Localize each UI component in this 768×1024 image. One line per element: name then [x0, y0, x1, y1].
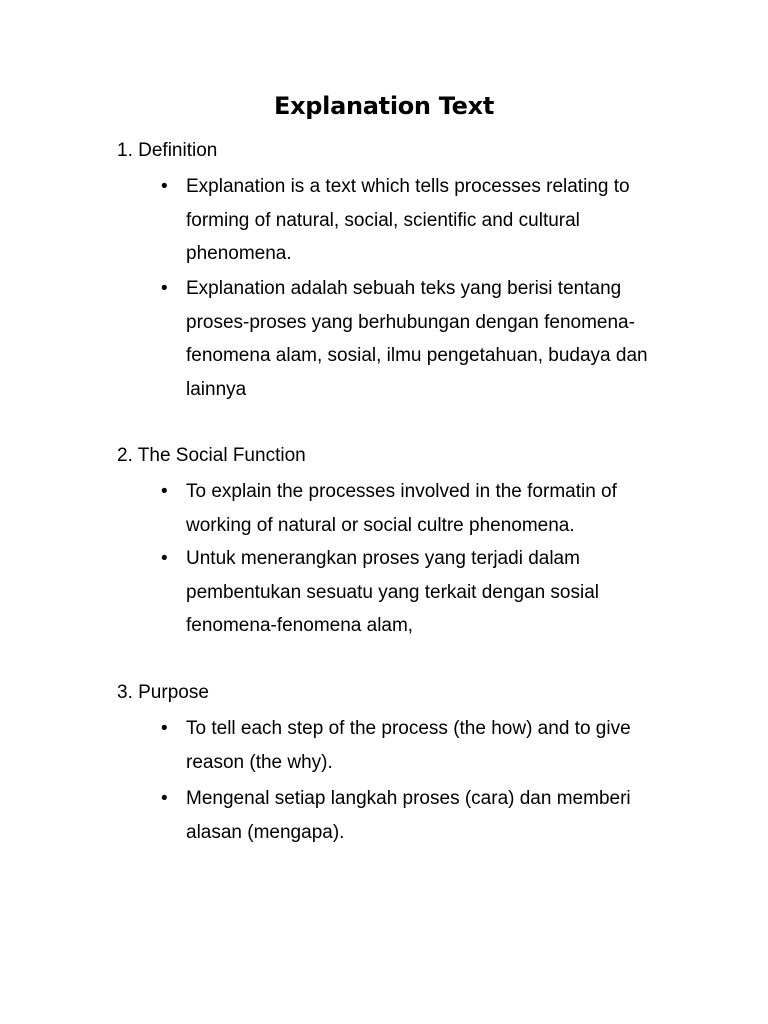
section-heading: 2. The Social Function — [117, 445, 306, 466]
bullet-text: To explain the processes involved in the formatin of working of natural or social cultre phenomena. — [186, 481, 617, 536]
bullet-icon: • — [161, 788, 168, 809]
bullet-icon: • — [161, 176, 168, 197]
bullet-icon: • — [161, 278, 168, 299]
bullet-text: Explanation is a text which tells processes relating to forming of natural, social, scientific and cultural phenomena. — [186, 176, 630, 264]
bullet-icon: • — [161, 548, 168, 569]
bullet-text: Untuk menerangkan proses yang terjadi dalam pembentukan sesuatu yang terkait dengan sosial fenomena-fenomena alam, — [186, 548, 599, 636]
bullet-text: To tell each step of the process (the how) and to give reason (the why). — [186, 718, 631, 773]
page-title: Explanation Text — [273, 92, 494, 120]
section-heading: 3. Purpose — [117, 682, 209, 703]
bullet-text: Explanation adalah sebuah teks yang berisi tentang proses-proses yang berhubungan dengan fenomena-fenomena alam, sosial, ilmu pengetahuan, budaya dan lainnya — [186, 278, 648, 400]
section-heading: 1. Definition — [117, 140, 218, 161]
bullet-text: Mengenal setiap langkah proses (cara) dan memberi alasan (mengapa). — [186, 788, 631, 843]
bullet-icon: • — [161, 481, 168, 502]
bullet-icon: • — [161, 718, 168, 739]
